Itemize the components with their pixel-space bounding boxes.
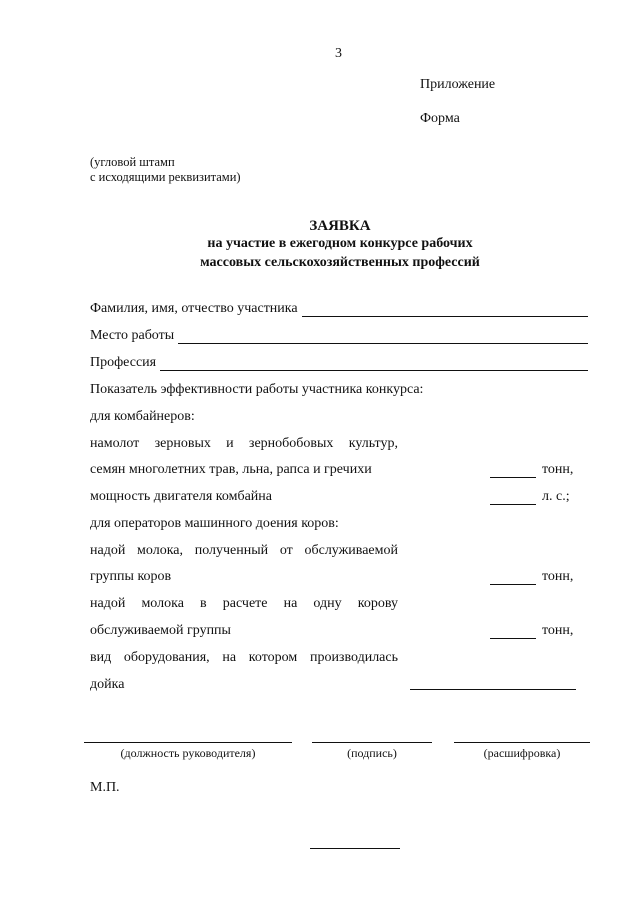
signature-caption: (подпись): [347, 746, 397, 760]
combine-unit-1: тонн,: [542, 462, 574, 477]
milking-unit-2-blank[interactable]: [490, 626, 536, 639]
field-name-label: Фамилия, имя, отчество участника: [90, 301, 298, 316]
form-label: Форма: [420, 111, 460, 126]
milking-heading: для операторов машинного доения коров:: [90, 516, 339, 531]
document-title: ЗАЯВКА: [309, 218, 371, 234]
combine-heading: для комбайнеров:: [90, 409, 195, 424]
position-blank[interactable]: [84, 742, 292, 743]
milking-unit-2-row: [490, 623, 573, 639]
position-caption: (должность руководителя): [120, 746, 256, 760]
page-number: 3: [335, 46, 342, 61]
combine-unit-2-blank[interactable]: [490, 492, 536, 505]
combine-line-2: семян многолетних трав, льна, рапса и гречихи: [90, 462, 372, 477]
field-workplace-row: [90, 328, 588, 344]
decoding-blank[interactable]: [454, 742, 590, 743]
field-name-row: [90, 301, 588, 317]
subtitle-line-1: на участие в ежегодном конкурсе рабочих: [207, 236, 473, 251]
milking-line-5: вид оборудования, на котором производилась: [90, 650, 398, 665]
equipment-blank[interactable]: [410, 689, 576, 690]
field-workplace-label: Место работы: [90, 328, 175, 343]
stamp-line-2: с исходящими реквизитами): [90, 170, 241, 184]
signature-blank[interactable]: [312, 742, 432, 743]
appendix-label: Приложение: [420, 77, 496, 92]
milking-line-3: надой молока в расчете на одну корову: [90, 596, 398, 611]
milking-unit-2: тонн,: [542, 623, 574, 638]
combine-unit-1-blank[interactable]: [490, 465, 536, 478]
milking-line-1: надой молока, полученный от обслуживаемой: [90, 543, 398, 558]
decoding-caption: (расшифровка): [483, 746, 561, 760]
field-profession-row: [90, 355, 588, 371]
field-workplace-blank[interactable]: [178, 331, 588, 344]
stamp-line-1: (угловой штамп: [90, 155, 175, 169]
field-profession-blank[interactable]: [160, 358, 588, 371]
field-profession-label: Профессия: [90, 355, 157, 370]
combine-line-3: мощность двигателя комбайна: [90, 489, 272, 504]
milking-unit-1-row: [490, 569, 573, 585]
milking-line-2: группы коров: [90, 569, 172, 584]
seal-label: М.П.: [90, 780, 120, 795]
performance-heading: Показатель эффективности работы участника конкурса:: [90, 382, 424, 397]
combine-unit-2: л. с.;: [542, 489, 570, 504]
closing-rule: [310, 848, 400, 849]
milking-line-6: дойка: [90, 677, 125, 692]
combine-unit-2-row: [490, 489, 570, 505]
milking-line-4: обслуживаемой группы: [90, 623, 231, 638]
subtitle-line-2: массовых сельскохозяйственных профессий: [200, 255, 480, 270]
milking-unit-1: тонн,: [542, 569, 574, 584]
milking-unit-1-blank[interactable]: [490, 572, 536, 585]
combine-unit-1-row: [490, 462, 573, 478]
field-name-blank[interactable]: [302, 304, 588, 317]
combine-line-1: намолот зерновых и зернобобовых культур,: [90, 436, 398, 451]
